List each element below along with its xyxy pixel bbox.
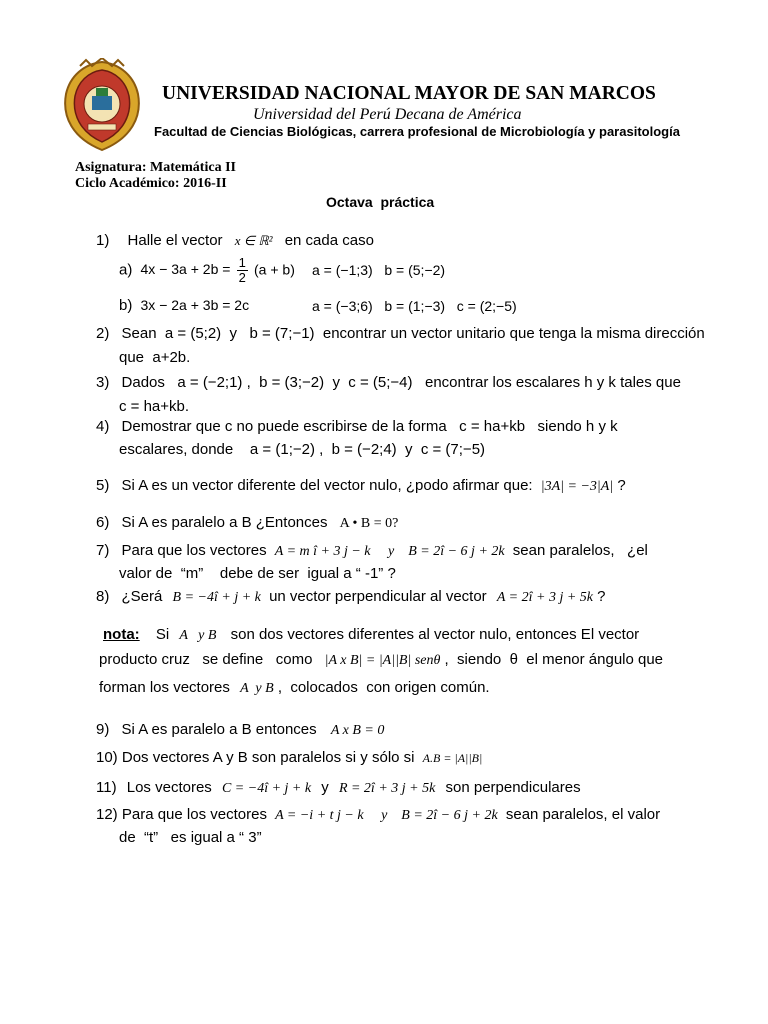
- problem-number: 6): [96, 514, 110, 531]
- problem-number: 1): [96, 232, 110, 249]
- math-expression: A = −i + t j − k y B = 2î − 6 j + 2k: [275, 808, 498, 823]
- problem-12-line2: de “t” es igual a “ 3”: [119, 829, 262, 846]
- math-expression: A = m î + 3 j − k y B = 2î − 6 j + 2k: [274, 544, 505, 559]
- problem-5: [96, 477, 626, 495]
- problem-text: sean paralelos, ¿el: [512, 542, 648, 559]
- problem-7-line2: valor de “m” debe de ser igual a “ -1” ?: [119, 565, 396, 582]
- problem-1b-values: a = (−3;6) b = (1;−3) c = (2;−5): [312, 298, 517, 314]
- note-text: , siendo θ el menor ángulo que: [444, 651, 664, 668]
- problem-number: 7): [96, 542, 110, 559]
- math-expression: B = −4î + j + k: [172, 590, 261, 605]
- problem-text: Para que los vectores: [121, 542, 267, 559]
- problem-text: Sean a = (5;2) y b = (7;−1) encontrar un vector unitario que tenga la misma dirección: [121, 325, 705, 342]
- problem-10: [96, 749, 482, 766]
- math-expression: (a + b): [254, 261, 295, 278]
- problem-text: Si A es paralelo a B entonces: [121, 721, 317, 738]
- problem-number: 10): [96, 749, 118, 766]
- problem-text: y: [321, 779, 329, 796]
- problem-text: Para que los vectores: [121, 806, 267, 823]
- problem-number: 5): [96, 477, 110, 494]
- problem-7: [96, 542, 648, 560]
- problem-number: 8): [96, 588, 110, 605]
- math-expression: x ∈ ℝ²: [234, 233, 273, 248]
- problem-2: [96, 325, 705, 342]
- problem-number: 2): [96, 325, 110, 342]
- problem-text: Demostrar que c no puede escribirse de la forma c = ha+kb siendo h y k: [121, 418, 618, 435]
- problem-1a: [119, 256, 295, 285]
- math-expression: A • B = 0?: [339, 516, 399, 531]
- problem-4: [96, 418, 618, 435]
- math-expression: A = 2î + 3 j + 5k: [496, 590, 593, 605]
- problem-3: [96, 374, 681, 391]
- university-motto: Universidad del Perú Decana de América: [253, 106, 522, 123]
- problem-text: en cada caso: [284, 232, 374, 249]
- problem-2-line2: que a+2b.: [119, 349, 191, 366]
- problem-text: Dos vectores A y B son paralelos si y sólo si: [121, 749, 415, 766]
- problem-text: ¿Será: [121, 588, 163, 605]
- math-expression: 4x − 3a + 2b =: [140, 261, 231, 278]
- problem-6: [96, 514, 398, 532]
- problem-text: Si A es paralelo a B ¿Entonces: [121, 514, 328, 531]
- math-expression: C = −4î + j + k: [221, 781, 312, 796]
- math-expression: 3x − 2a + 3b = 2c: [140, 297, 250, 313]
- math-expression: |3A| = −3|A|: [540, 479, 614, 494]
- cycle-line: Ciclo Académico: 2016-II: [75, 176, 227, 191]
- note-text: producto cruz se define como: [99, 651, 313, 668]
- note-line-2: [99, 651, 663, 669]
- note-line-3: [99, 679, 490, 697]
- note-line-1: [103, 626, 639, 644]
- problem-11: [96, 779, 581, 797]
- problem-1a-values: a = (−1;3) b = (5;−2): [312, 262, 446, 278]
- math-expression: A y B: [179, 628, 217, 643]
- sub-label: a): [119, 261, 133, 279]
- subject-line: Asignatura: Matemática II: [75, 160, 236, 175]
- problem-number: 12): [96, 806, 118, 823]
- problem-9: [96, 721, 384, 739]
- problem-text: Dados a = (−2;1) , b = (3;−2) y c = (5;−4) encontrar los escalares h y k tales que: [121, 374, 681, 391]
- university-seal: [60, 58, 144, 154]
- problem-text: ?: [597, 588, 606, 605]
- problem-8: [96, 588, 606, 606]
- note-text: Si: [155, 626, 170, 643]
- problem-text: Halle el vector: [127, 232, 223, 249]
- math-expression: A x B = 0: [330, 723, 385, 738]
- math-expression: A.B = |A||B|: [422, 751, 483, 765]
- problem-1b: [119, 297, 249, 314]
- problem-number: 3): [96, 374, 110, 391]
- note-text: forman los vectores: [99, 679, 230, 696]
- problem-number: 9): [96, 721, 110, 738]
- fraction: $\frac{1}{2}$: [238, 255, 246, 285]
- note-label: nota:: [103, 626, 140, 643]
- problem-number: 11): [96, 779, 117, 796]
- problem-1: [96, 232, 374, 249]
- problem-text: son perpendiculares: [445, 779, 581, 796]
- problem-text: sean paralelos, el valor: [505, 806, 661, 823]
- sub-label: b): [119, 297, 133, 314]
- math-expression: A y B: [240, 681, 274, 696]
- problem-text: Los vectores: [126, 779, 212, 796]
- university-title: UNIVERSIDAD NACIONAL MAYOR DE SAN MARCOS: [162, 83, 656, 104]
- problem-3-line2: c = ha+kb.: [119, 398, 190, 415]
- math-expression: R = 2î + 3 j + 5k: [338, 781, 436, 796]
- problem-text: un vector perpendicular al vector: [269, 588, 487, 605]
- problem-12: [96, 806, 660, 824]
- problem-text: Si A es un vector diferente del vector nulo, ¿podo afirmar que:: [121, 477, 533, 494]
- problem-text: ?: [617, 477, 626, 494]
- problem-4-line2: escalares, donde a = (1;−2) , b = (−2;4) y c = (7;−5): [119, 441, 486, 458]
- math-expression: |A x B| = |A||B| senθ: [324, 653, 441, 668]
- note-text: , colocados con origen común.: [277, 679, 490, 696]
- problem-number: 4): [96, 418, 110, 435]
- faculty-line: Facultad de Ciencias Biológicas, carrera profesional de Microbiología y parasitología: [154, 124, 680, 139]
- practice-title: Octava práctica: [326, 194, 435, 210]
- note-text: son dos vectores diferentes al vector nulo, entonces El vector: [230, 626, 640, 643]
